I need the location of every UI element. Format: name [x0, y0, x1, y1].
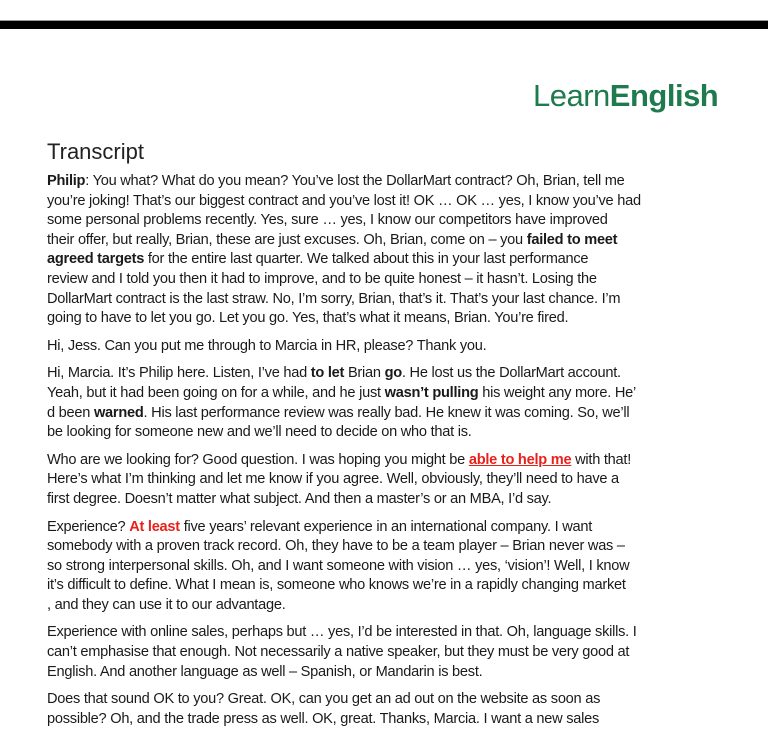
- text-segment: his weight any more. He’: [478, 384, 637, 401]
- transcript-paragraph: [47, 623, 737, 682]
- text-segment: Hi, Jess. Can you put me through to Marcia in HR, please? Thank you.: [47, 337, 487, 354]
- text-line: [47, 470, 737, 490]
- text-segment: : You what? What do you mean? You’ve lost the DollarMart contract? Oh, Brian, tell me: [85, 173, 625, 189]
- text-segment: first degree. Doesn’t matter what subject. And then a master’s or an MBA, I’d say.: [47, 490, 552, 507]
- logo-part-learn: Learn: [533, 78, 610, 113]
- learnenglish-logo: [533, 78, 718, 114]
- text-segment: , and they can use it to our advantage.: [47, 596, 286, 613]
- highlighted-phrase: At least: [129, 518, 180, 535]
- text-segment: possible? Oh, and the trade press as well. OK, great. Thanks, Marcia. I want a new sales: [47, 710, 600, 727]
- highlighted-phrase: wasn’t pulling: [384, 384, 479, 401]
- transcript-paragraph: [47, 172, 737, 329]
- text-line: [47, 172, 737, 192]
- text-segment: Here’s what I’m thinking and let me know if you agree. Well, obviously, they’ll need to have a: [47, 471, 619, 488]
- text-segment: their offer, but really, Brian, these are just excuses. Oh, Brian, come on – you: [47, 231, 527, 248]
- text-segment: Hi, Marcia. It’s Philip here. Listen, I’ve had: [47, 365, 311, 382]
- text-line: [47, 250, 737, 270]
- text-segment: it’s difficult to define. What I mean is, someone who knows we’re in a rapidly changing market: [47, 577, 626, 594]
- text-segment: . He lost us the DollarMart account.: [401, 365, 621, 382]
- transcript-paragraph: [47, 518, 737, 616]
- text-line: [47, 231, 737, 251]
- highlighted-phrase: failed to meet: [526, 231, 618, 248]
- text-segment: so strong interpersonal skills. Oh, and I want someone with vision … yes, ‘vision’! Well, I know: [47, 557, 630, 574]
- transcript-body: [47, 172, 737, 737]
- highlighted-phrase: warned: [93, 404, 144, 421]
- logo-part-english: English: [609, 78, 719, 113]
- page-title: Transcript: [47, 139, 144, 164]
- transcript-paragraph: [47, 690, 737, 729]
- text-segment: somebody with a proven track record. Oh, they have to be a team player – Brian never was –: [47, 538, 625, 555]
- text-line: [47, 423, 737, 443]
- text-segment: for the entire last quarter. We talked about this in your last performance: [144, 251, 589, 268]
- text-segment: d been: [47, 404, 94, 421]
- text-segment: going to have to let you go. Let you go. Yes, that’s what it means, Brian. You’re fired.: [47, 310, 569, 327]
- text-line: [47, 290, 737, 310]
- text-line: [47, 451, 737, 471]
- text-line: [47, 337, 737, 357]
- highlighted-phrase: agreed targets: [47, 251, 145, 268]
- text-line: [47, 192, 737, 212]
- text-segment: be looking for someone new and we’ll need to decide on who that is.: [47, 424, 472, 441]
- text-segment: with that!: [571, 451, 632, 468]
- text-segment: . His last performance review was really bad. He knew it was coming. So, we’ll: [143, 404, 630, 421]
- top-border-bar: [0, 20, 768, 29]
- text-segment: Does that sound OK to you? Great. OK, can you get an ad out on the website as soon as: [47, 691, 601, 708]
- text-segment: Experience?: [47, 518, 130, 535]
- text-line: [47, 384, 737, 404]
- text-line: [47, 596, 737, 616]
- text-segment: review and I told you then it had to improve, and to be quite honest – it hasn’t. Losing the: [47, 270, 597, 287]
- text-line: [47, 576, 737, 596]
- text-line: [47, 518, 737, 538]
- text-line: [47, 643, 737, 663]
- text-line: [47, 557, 737, 577]
- text-line: [47, 490, 737, 510]
- text-line: [47, 211, 737, 231]
- text-line: [47, 309, 737, 329]
- text-line: [47, 270, 737, 290]
- text-line: [47, 537, 737, 557]
- text-line: [47, 663, 737, 683]
- transcript-paragraph: [47, 451, 737, 510]
- text-line: [47, 690, 737, 710]
- text-line: [47, 710, 737, 730]
- text-segment: you’re joking! That’s our biggest contract and you’ve lost it! OK … OK … yes, I know you’ve had: [47, 192, 641, 209]
- highlighted-phrase: Philip: [47, 173, 86, 189]
- text-segment: English. And another language as well – Spanish, or Mandarin is best.: [47, 663, 483, 680]
- text-segment: Yeah, but it had been going on for a while, and he just: [47, 384, 385, 401]
- text-segment: DollarMart contract is the last straw. No, I’m sorry, Brian, that’s it. That’s your last chance. I’m: [47, 290, 621, 307]
- highlighted-phrase: able to help me: [468, 451, 572, 468]
- text-segment: Brian: [344, 365, 385, 382]
- text-segment: five years’ relevant experience in an international company. I want: [179, 518, 593, 535]
- highlighted-phrase: go: [384, 365, 402, 382]
- text-line: [47, 364, 737, 384]
- transcript-paragraph: [47, 337, 737, 357]
- text-segment: Who are we looking for? Good question. I was hoping you might be: [47, 451, 469, 468]
- text-line: [47, 623, 737, 643]
- text-segment: Experience with online sales, perhaps but … yes, I’d be interested in that. Oh, language skills. I: [47, 624, 637, 641]
- transcript-paragraph: [47, 364, 737, 442]
- text-line: [47, 404, 737, 424]
- text-segment: some personal problems recently. Yes, sure … yes, I know our competitors have improved: [47, 212, 608, 229]
- highlighted-phrase: to let: [310, 365, 345, 382]
- text-segment: can’t emphasise that enough. Not necessarily a native speaker, but they must be very good at: [47, 644, 630, 661]
